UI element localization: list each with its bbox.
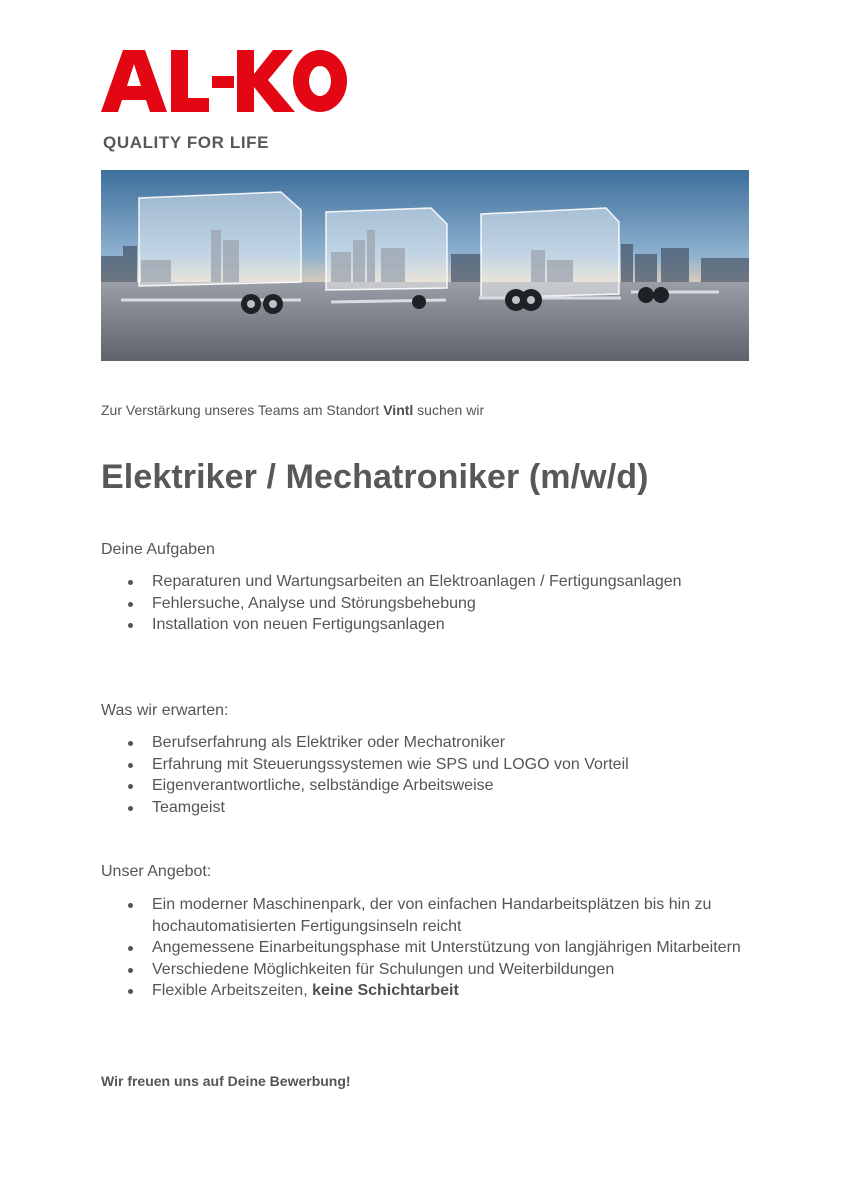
- list-item: Berufserfahrung als Elektriker oder Mechatroniker: [101, 732, 761, 754]
- intro-location: Vintl: [383, 402, 414, 418]
- intro-after: suchen wir: [413, 402, 485, 418]
- list-item-text: Flexible Arbeitszeiten,: [152, 982, 313, 999]
- tasks-heading: Deine Aufgaben: [101, 541, 215, 558]
- offer-heading: Unser Angebot:: [101, 863, 212, 880]
- closing-text: Wir freuen uns auf Deine Bewerbung!: [101, 1073, 351, 1089]
- intro-before: Zur Verstärkung unseres Teams am Standort: [101, 402, 384, 418]
- list-item-emphasis: keine Schichtarbeit: [312, 982, 459, 999]
- brand-tagline: QUALITY FOR LIFE: [103, 133, 270, 152]
- trailer-chassis-cityscape-image: [101, 170, 749, 361]
- list-item: [101, 980, 761, 1002]
- job-title: Elektriker / Mechatroniker (m/w/d): [101, 458, 649, 496]
- list-item: Installation von neuen Fertigungsanlagen: [101, 614, 761, 636]
- tasks-list: [101, 571, 761, 636]
- offer-list: [101, 894, 761, 1002]
- list-item: Eigenverantwortliche, selbständige Arbeitsweise: [101, 775, 761, 797]
- list-item: Erfahrung mit Steuerungssystemen wie SPS und LOGO von Vorteil: [101, 754, 761, 776]
- list-item: Angemessene Einarbeitungsphase mit Unterstützung von langjährigen Mitarbeitern: [101, 937, 761, 959]
- list-item: Verschiedene Möglichkeiten für Schulungen und Weiterbildungen: [101, 959, 761, 981]
- list-item: Reparaturen und Wartungsarbeiten an Elektroanlagen / Fertigungsanlagen: [101, 571, 761, 593]
- intro-text: [101, 402, 484, 418]
- list-item: Fehlersuche, Analyse und Störungsbehebung: [101, 593, 761, 615]
- expectations-heading: Was wir erwarten:: [101, 702, 229, 719]
- alko-logo-graphic: [101, 50, 348, 112]
- expectations-list: [101, 732, 761, 818]
- list-item: Teamgeist: [101, 797, 761, 819]
- alko-logo: [101, 50, 348, 112]
- list-item: Ein moderner Maschinenpark, der von einfachen Handarbeitsplätzen bis hin zu hochautomatisierten Fertigungsinseln reicht: [101, 894, 761, 937]
